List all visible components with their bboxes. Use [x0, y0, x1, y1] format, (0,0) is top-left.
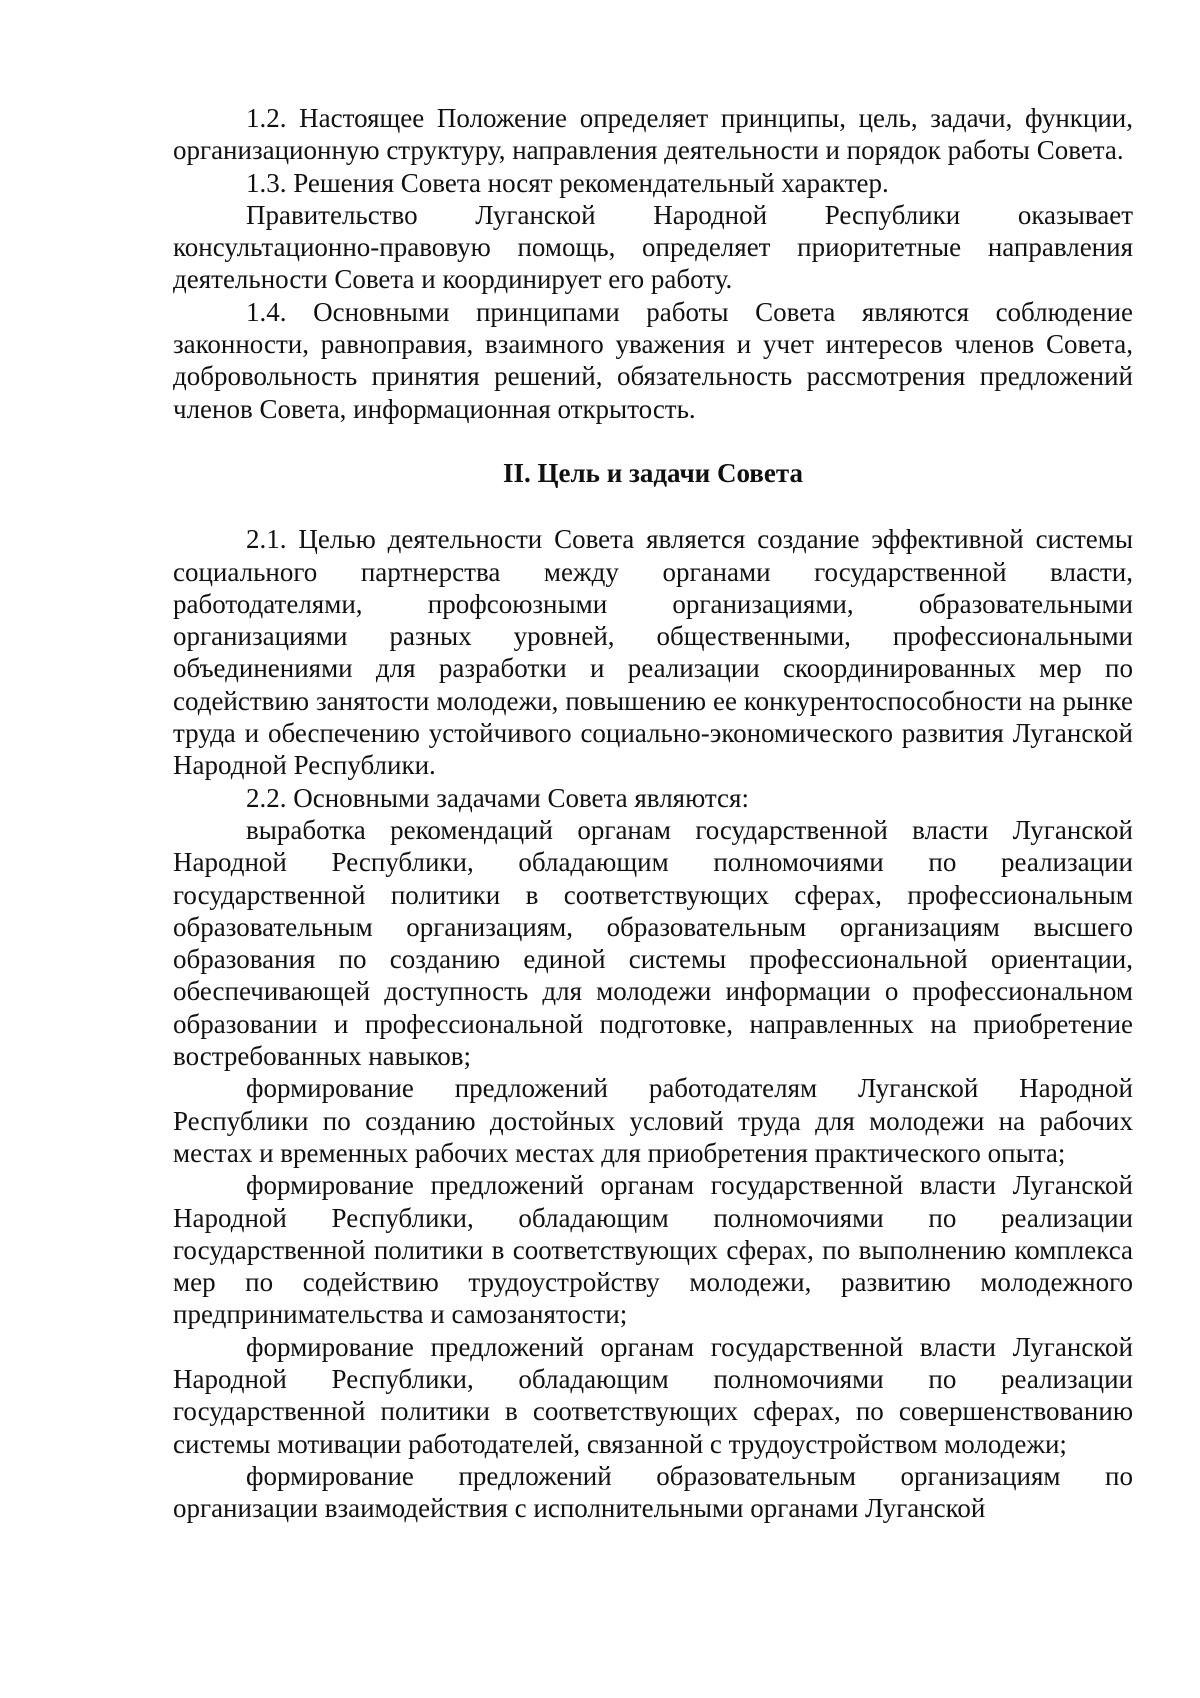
section-2-heading: II. Цель и задачи Совета: [503, 457, 803, 488]
task-item-recommendations: выработка рекомендаций органам государственной власти Луганской Народной Республики, обладающим полномочиями по реализации государственной политики в соответствующих сферах, профессиональным образовательным организациям, образовательным организациям высшего образования по созданию единой системы профессиональной ориентации, обеспечивающей доступность для молодежи информации о профессиональном образовании и профессиональной подготовке, направленных на приобретение востребованных навыков;: [173, 814, 1133, 1072]
paragraph-2-1: 2.1. Целью деятельности Совета является создание эффективной системы социального партнерства между органами государственной власти, работодателями, профсоюзными организациями, образовательными организациями разных уровней, общественными, профессиональными объединениями для разработки и реализации скоординированных мер по содействию занятости молодежи, повышению ее конкурентоспособности на рынке труда и обеспечению устойчивого социально-экономического развития Луганской Народной Республики.: [173, 524, 1133, 781]
paragraph-1-3: 1.3. Решения Совета носят рекомендательный характер.: [246, 167, 889, 198]
paragraph-2-2: 2.2. Основными задачами Совета являются:: [246, 782, 749, 813]
task-item-motivation-system: формирование предложений органам государственной власти Луганской Народной Республики, обладающим полномочиями по реализации государственной политики в соответствующих сферах, по совершенствованию системы мотивации работодателей, связанной с трудоустройством молодежи;: [173, 1331, 1133, 1459]
paragraph-government-role: Правительство Луганской Народной Республики оказывает консультационно-правовую помощь, определяет приоритетные направления деятельности Совета и координирует его работу.: [173, 199, 1133, 295]
document-page: [173, 102, 1133, 1524]
task-item-employment-measures: формирование предложений органам государственной власти Луганской Народной Республики, обладающим полномочиями по реализации государственной политики в соответствующих сферах, по выполнению комплекса мер по содействию трудоустройству молодежи, развитию молодежного предпринимательства и самозанятости;: [173, 1170, 1133, 1330]
paragraph-1-2: 1.2. Настоящее Положение определяет принципы, цель, задачи, функции, организационную структуру, направления деятельности и порядок работы Совета.: [173, 103, 1133, 166]
paragraph-1-4: 1.4. Основными принципами работы Совета являются соблюдение законности, равноправия, взаимного уважения и учет интересов членов Совета, добровольность принятия решений, обязательность рассмотрения предложений членов Совета, информационная открытость.: [173, 296, 1133, 424]
task-item-employers-proposals: формирование предложений работодателям Луганской Народной Республики по созданию достойных условий труда для молодежи на рабочих местах и временных рабочих местах для приобретения практического опыта;: [173, 1073, 1133, 1168]
task-item-educational-orgs: формирование предложений образовательным организациям по организации взаимодействия с исполнительными органами Луганской: [173, 1460, 1133, 1524]
